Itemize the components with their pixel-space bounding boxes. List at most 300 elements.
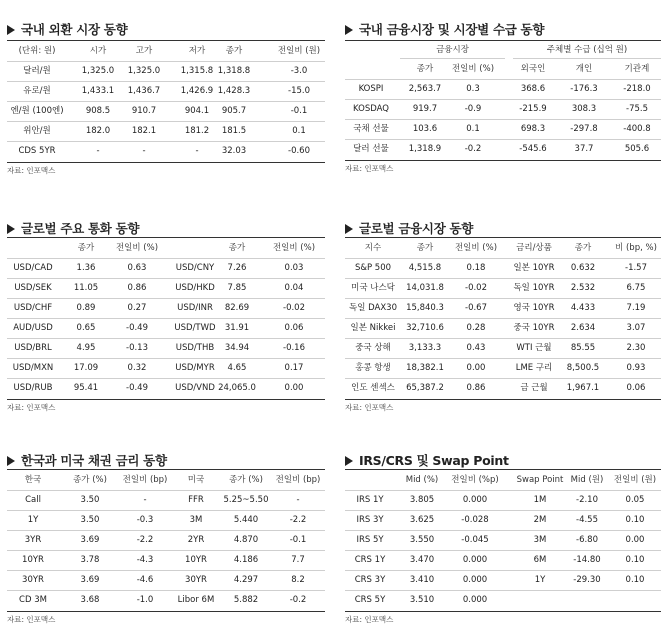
- table-cell: CRS 3Y: [354, 575, 386, 585]
- table-cell: 65,387.2: [406, 383, 444, 393]
- triangle-icon: [7, 456, 15, 466]
- table-cell: 0.00: [284, 383, 304, 393]
- table-cell: 0.86: [127, 283, 147, 293]
- table-row: [345, 359, 661, 379]
- table-cell: 금 근월: [520, 383, 548, 393]
- table-header-row: [7, 471, 325, 491]
- panel-irs-crs: [345, 451, 663, 631]
- table-row: [345, 551, 661, 571]
- table-row: [7, 531, 325, 551]
- table-cell: 4,515.8: [408, 263, 442, 273]
- table-cell: -0.16: [283, 343, 305, 353]
- column-header: 종가: [77, 243, 95, 253]
- table-cell: 181.2: [184, 126, 210, 136]
- column-header: 전일비 (bp): [275, 475, 321, 485]
- table-cell: 영국 10YR: [513, 303, 555, 313]
- table-row: [7, 142, 325, 161]
- table-cell: 1Y: [534, 575, 546, 585]
- table-cell: 7.26: [227, 263, 247, 273]
- column-header: 전일비 (%): [454, 243, 498, 253]
- table-cell: -1.57: [625, 263, 647, 273]
- table-row: [345, 80, 661, 100]
- table-row: [345, 279, 661, 299]
- table-cell: -176.3: [570, 84, 598, 94]
- table-cell: -0.13: [126, 343, 148, 353]
- column-header: 종가: [574, 243, 592, 253]
- table-cell: 32,710.6: [406, 323, 444, 333]
- table-cell: 30YR: [22, 575, 44, 585]
- table-cell: 달러 선물: [353, 144, 389, 154]
- panel-title: 글로벌 금융시장 동향: [345, 219, 473, 237]
- table-header-row: [7, 239, 325, 259]
- table-row: [345, 591, 661, 610]
- source-note: 자료: 인포맥스: [7, 403, 56, 412]
- table-cell: 0.17: [284, 363, 304, 373]
- table-cell: 0.000: [462, 575, 488, 585]
- table-row: [7, 339, 325, 359]
- table-cell: 5.882: [233, 595, 259, 605]
- table-cell: -0.02: [465, 283, 487, 293]
- table-cell: CDS 5YR: [18, 146, 56, 156]
- column-header: 개인: [575, 64, 593, 74]
- source-note: 자료: 인포맥스: [7, 166, 56, 175]
- table-cell: 0.000: [462, 595, 488, 605]
- column-header: 종가 (%): [229, 475, 263, 485]
- table-cell: -6.80: [576, 535, 598, 545]
- source-note: 자료: 인포맥스: [345, 164, 394, 173]
- column-header: 비 (bp, %): [615, 243, 657, 253]
- table-row: [345, 379, 661, 398]
- table-cell: 1,436.7: [127, 86, 161, 96]
- table-cell: 유로/원: [23, 86, 51, 96]
- column-header: 미국: [187, 475, 205, 485]
- table-header-row: [7, 42, 325, 62]
- table-cell: 368.6: [520, 84, 546, 94]
- table-cell: 0.18: [466, 263, 486, 273]
- table-cell: 2.532: [570, 283, 596, 293]
- column-header: [7, 239, 59, 258]
- table-cell: 0.28: [466, 323, 486, 333]
- table-cell: -4.55: [576, 515, 598, 525]
- table-cell: -3.0: [290, 66, 308, 76]
- panel-title: 한국과 미국 채권 금리 동향: [7, 451, 167, 469]
- table-cell: 2.634: [570, 323, 596, 333]
- table-cell: 0.06: [284, 323, 304, 333]
- table-cell: [563, 591, 611, 610]
- table-cell: 1,967.1: [566, 383, 600, 393]
- table-cell: USD/MYR: [175, 363, 215, 373]
- table-cell: USD/TWD: [174, 323, 216, 333]
- table-cell: -4.3: [136, 555, 154, 565]
- table-cell: -2.2: [136, 535, 154, 545]
- table-cell: -400.8: [623, 124, 651, 134]
- table-cell: 904.1: [184, 106, 210, 116]
- column-header: 저가: [188, 46, 206, 56]
- table-row: [7, 82, 325, 102]
- table-cell: 2,563.7: [408, 84, 442, 94]
- triangle-icon: [345, 25, 353, 35]
- column-header: 전일비 (bp): [122, 475, 168, 485]
- table-cell: 0.43: [466, 343, 486, 353]
- table-cell: 달러/원: [23, 66, 51, 76]
- table-cell: -2.2: [289, 515, 307, 525]
- table-cell: 3.69: [80, 575, 100, 585]
- table-cell: -0.02: [283, 303, 305, 313]
- table-cell: 0.1: [466, 124, 480, 134]
- table-header-row: [345, 471, 661, 491]
- table-row: [345, 319, 661, 339]
- table-cell: -: [96, 146, 100, 156]
- table-cell: -1.0: [136, 595, 154, 605]
- table-cell: -0.045: [461, 535, 489, 545]
- table-cell: 국채 선물: [353, 124, 389, 134]
- table-cell: -: [195, 146, 199, 156]
- table-cell: 2M: [533, 515, 547, 525]
- table-header-row: [345, 60, 661, 80]
- table-cell: 3.69: [80, 535, 100, 545]
- table-cell: 34.94: [224, 343, 250, 353]
- column-header: Swap Point: [516, 475, 564, 485]
- table-cell: 5.440: [233, 515, 259, 525]
- table-cell: -215.9: [519, 104, 547, 114]
- table-row: [7, 379, 325, 398]
- column-header: Mid (%): [405, 475, 439, 485]
- table-cell: -545.6: [519, 144, 547, 154]
- table-cell: 30YR: [185, 575, 207, 585]
- panel-title: IRS/CRS 및 Swap Point: [345, 451, 509, 469]
- table-cell: 0.10: [625, 555, 645, 565]
- table-cell: 3.410: [409, 575, 435, 585]
- table-cell: -14.80: [573, 555, 601, 565]
- table-row: [345, 140, 661, 159]
- table-cell: 85.55: [570, 343, 596, 353]
- table-cell: USD/RUB: [13, 383, 53, 393]
- table-cell: 5.25~5.50: [223, 495, 269, 505]
- table-cell: 3.78: [80, 555, 100, 565]
- group-header-flows: 주체별 수급 (십억 원): [513, 42, 661, 59]
- table-row: [345, 531, 661, 551]
- table-cell: 0.89: [76, 303, 96, 313]
- table-row: [7, 551, 325, 571]
- table-cell: 4.297: [233, 575, 259, 585]
- column-header: 종가: [225, 46, 243, 56]
- table-cell: KOSDAQ: [353, 104, 389, 114]
- table-cell: USD/INR: [177, 303, 213, 313]
- table-cell: -297.8: [570, 124, 598, 134]
- table-cell: 0.06: [626, 383, 646, 393]
- table-cell: -0.2: [464, 144, 482, 154]
- table-cell: -0.1: [290, 106, 308, 116]
- table-cell: 3.07: [626, 323, 646, 333]
- table-cell: 8,500.5: [566, 363, 600, 373]
- table-cell: USD/CNY: [175, 263, 215, 273]
- table-cell: 18,382.1: [406, 363, 444, 373]
- table-cell: 1,426.9: [180, 86, 214, 96]
- table-cell: -2.10: [576, 495, 598, 505]
- table-cell: 0.65: [76, 323, 96, 333]
- triangle-icon: [345, 456, 353, 466]
- column-header: 종가: [416, 64, 434, 74]
- table-cell: 3.510: [409, 595, 435, 605]
- table-cell: USD/SEK: [14, 283, 52, 293]
- triangle-icon: [7, 224, 15, 234]
- table-cell: USD/VND: [175, 383, 215, 393]
- table-cell: LME 구리: [515, 363, 553, 373]
- table-cell: 3.805: [409, 495, 435, 505]
- table-cell: -29.30: [573, 575, 601, 585]
- table-cell: 8.2: [291, 575, 305, 585]
- table-row: [7, 359, 325, 379]
- panel-title: 글로벌 주요 통화 동향: [7, 219, 139, 237]
- table-cell: 3.625: [409, 515, 435, 525]
- column-header: 시가: [89, 46, 107, 56]
- table-cell: 1,433.1: [81, 86, 115, 96]
- table-cell: 7.7: [291, 555, 305, 565]
- table-cell: CRS 1Y: [354, 555, 386, 565]
- table-cell: 0.632: [570, 263, 596, 273]
- table-cell: [509, 591, 571, 610]
- table-cell: 1.36: [76, 263, 96, 273]
- table-row: [7, 571, 325, 591]
- table-row: [345, 120, 661, 140]
- column-header: 종가: [228, 243, 246, 253]
- column-header: [171, 239, 219, 258]
- column-header: 지수: [364, 243, 382, 253]
- table-cell: 1,428.3: [217, 86, 251, 96]
- table-row: [7, 299, 325, 319]
- table-cell: KOSPI: [358, 84, 384, 94]
- panel-domestic-fx: [7, 20, 327, 180]
- table-cell: 독일 10YR: [513, 283, 555, 293]
- panel-bond-yields: [7, 451, 327, 631]
- table-cell: 0.00: [625, 535, 645, 545]
- table-cell: 2YR: [187, 535, 205, 545]
- table-cell: 4.433: [570, 303, 596, 313]
- column-header: 기관계: [624, 64, 650, 74]
- table-row: [7, 491, 325, 511]
- column-header: 전일비 (원): [613, 475, 657, 485]
- table-cell: 6.75: [626, 283, 646, 293]
- table-cell: USD/CHF: [13, 303, 53, 313]
- table-cell: 0.93: [626, 363, 646, 373]
- table-row: [7, 259, 325, 279]
- table-cell: USD/CAD: [13, 263, 53, 273]
- table-cell: 1,325.0: [127, 66, 161, 76]
- table-cell: 82.69: [224, 303, 250, 313]
- table-cell: -0.1: [289, 535, 307, 545]
- table-cell: 독일 DAX30: [349, 303, 397, 313]
- triangle-icon: [7, 25, 15, 35]
- table-cell: CD 3M: [19, 595, 47, 605]
- table-cell: 3.68: [80, 595, 100, 605]
- table-cell: 0.86: [466, 383, 486, 393]
- table-cell: 182.1: [131, 126, 157, 136]
- table-row: [7, 319, 325, 339]
- table-cell: 3M: [533, 535, 547, 545]
- column-header: 전일비 (원): [277, 46, 321, 56]
- table-cell: 14,031.8: [406, 283, 444, 293]
- source-note: 자료: 인포맥스: [7, 615, 56, 624]
- table-row: [7, 591, 325, 610]
- table-cell: 1,318.8: [217, 66, 251, 76]
- table-cell: 인도 센섹스: [351, 383, 395, 393]
- table-cell: 11.05: [73, 283, 99, 293]
- table-cell: 32.03: [221, 146, 247, 156]
- column-header: 종가: [416, 243, 434, 253]
- table-cell: 15,840.3: [406, 303, 444, 313]
- table-cell: 6M: [533, 555, 547, 565]
- source-note: 자료: 인포맥스: [345, 615, 394, 624]
- table-row: [345, 299, 661, 319]
- table-cell: -15.0: [288, 86, 310, 96]
- column-header: 전일비 (%): [115, 243, 159, 253]
- table-cell: 505.6: [624, 144, 650, 154]
- table-cell: 0.000: [462, 555, 488, 565]
- table-row: [345, 259, 661, 279]
- table-cell: 3M: [189, 515, 203, 525]
- table-cell: -0.2: [289, 595, 307, 605]
- table-cell: 0.1: [292, 126, 306, 136]
- table-cell: 10YR: [185, 555, 207, 565]
- panel-global-fx: [7, 219, 327, 411]
- column-header: 전일비 (%): [272, 243, 316, 253]
- table-cell: S&P 500: [354, 263, 392, 273]
- table-row: [345, 491, 661, 511]
- table-row: [345, 511, 661, 531]
- table-cell: 0.3: [466, 84, 480, 94]
- table-cell: IRS 3Y: [356, 515, 384, 525]
- table-cell: 17.09: [73, 363, 99, 373]
- table-cell: 0.32: [127, 363, 147, 373]
- table-row: [7, 62, 325, 82]
- table-cell: -0.3: [136, 515, 154, 525]
- group-header-market: 금융시장: [400, 42, 505, 59]
- table-cell: 181.5: [221, 126, 247, 136]
- table-row: [7, 511, 325, 531]
- column-header: 전일비 (%): [451, 64, 495, 74]
- table-cell: 31.91: [224, 323, 250, 333]
- table-cell: 0.05: [625, 495, 645, 505]
- table-cell: 698.3: [520, 124, 546, 134]
- table-cell: -: [143, 495, 147, 505]
- table-cell: 엔/원 (100엔): [10, 106, 64, 116]
- column-header: 금리/상품: [516, 243, 552, 253]
- table-cell: 3.50: [80, 495, 100, 505]
- table-cell: -75.5: [626, 104, 648, 114]
- column-header: 한국: [24, 475, 42, 485]
- panel-domestic-market: [345, 20, 663, 180]
- table-cell: 3.470: [409, 555, 435, 565]
- table-cell: 중국 10YR: [513, 323, 555, 333]
- table-cell: -0.67: [465, 303, 487, 313]
- table-cell: 2.30: [626, 343, 646, 353]
- table-cell: IRS 5Y: [356, 535, 384, 545]
- table-cell: 24,065.0: [218, 383, 256, 393]
- table-cell: 1,318.9: [408, 144, 442, 154]
- table-cell: 1,325.0: [81, 66, 115, 76]
- table-cell: 0.27: [127, 303, 147, 313]
- table-cell: 308.3: [571, 104, 597, 114]
- column-header: [345, 60, 397, 79]
- table-cell: 3,133.3: [408, 343, 442, 353]
- table-cell: -0.49: [126, 383, 148, 393]
- table-cell: 182.0: [85, 126, 111, 136]
- panel-global-market: [345, 219, 663, 411]
- table-row: [345, 100, 661, 120]
- column-header: 고가: [135, 46, 153, 56]
- table-cell: 37.7: [574, 144, 594, 154]
- table-cell: 7.85: [227, 283, 247, 293]
- table-cell: 중국 상해: [355, 343, 391, 353]
- panel-title: 국내 외환 시장 동향: [7, 20, 127, 38]
- triangle-icon: [345, 224, 353, 234]
- table-cell: 905.7: [221, 106, 247, 116]
- table-cell: 10YR: [22, 555, 44, 565]
- table-cell: -0.028: [461, 515, 489, 525]
- table-cell: 1Y: [27, 515, 39, 525]
- table-cell: 0.63: [127, 263, 147, 273]
- column-header: [345, 471, 395, 490]
- table-cell: 일본 Nikkei: [350, 323, 396, 333]
- table-cell: 910.7: [131, 106, 157, 116]
- table-header-row: [345, 239, 661, 259]
- table-cell: 3.50: [80, 515, 100, 525]
- source-note: 자료: 인포맥스: [345, 403, 394, 412]
- table-cell: 908.5: [85, 106, 111, 116]
- column-header: 전일비 (%p): [451, 475, 499, 485]
- table-row: [7, 279, 325, 299]
- table-cell: Call: [25, 495, 41, 505]
- table-cell: 0.03: [284, 263, 304, 273]
- table-cell: AUD/USD: [13, 323, 53, 333]
- table-row: [345, 339, 661, 359]
- table-cell: 4.95: [76, 343, 96, 353]
- column-header: Mid (원): [570, 475, 604, 485]
- table-cell: USD/BRL: [14, 343, 52, 353]
- column-header: (단위: 원): [18, 46, 56, 56]
- table-cell: 0.04: [284, 283, 304, 293]
- table-cell: 1M: [533, 495, 547, 505]
- column-header: 종가 (%): [73, 475, 107, 485]
- table-cell: 미국 나스닥: [351, 283, 395, 293]
- table-cell: 3YR: [24, 535, 42, 545]
- column-header: 외국인: [520, 64, 546, 74]
- table-cell: 0.00: [466, 363, 486, 373]
- table-row: [7, 102, 325, 122]
- table-cell: 홍콩 항생: [355, 363, 391, 373]
- table-cell: -0.49: [126, 323, 148, 333]
- table-cell: 4.65: [227, 363, 247, 373]
- table-cell: -: [142, 146, 146, 156]
- panel-title: 국내 금융시장 및 시장별 수급 동향: [345, 20, 544, 38]
- table-cell: 7.19: [626, 303, 646, 313]
- table-cell: -0.60: [288, 146, 310, 156]
- table-cell: -0.9: [464, 104, 482, 114]
- table-cell: -4.6: [136, 575, 154, 585]
- table-row: [345, 571, 661, 591]
- table-cell: 103.6: [412, 124, 438, 134]
- table-cell: -218.0: [623, 84, 651, 94]
- table-cell: 1,315.8: [180, 66, 214, 76]
- table-row: [7, 122, 325, 142]
- table-cell: 3.550: [409, 535, 435, 545]
- table-cell: FFR: [188, 495, 204, 505]
- table-cell: Libor 6M: [177, 595, 215, 605]
- table-cell: 919.7: [412, 104, 438, 114]
- table-cell: 0.10: [625, 515, 645, 525]
- table-cell: USD/THB: [175, 343, 215, 353]
- table-cell: 95.41: [73, 383, 99, 393]
